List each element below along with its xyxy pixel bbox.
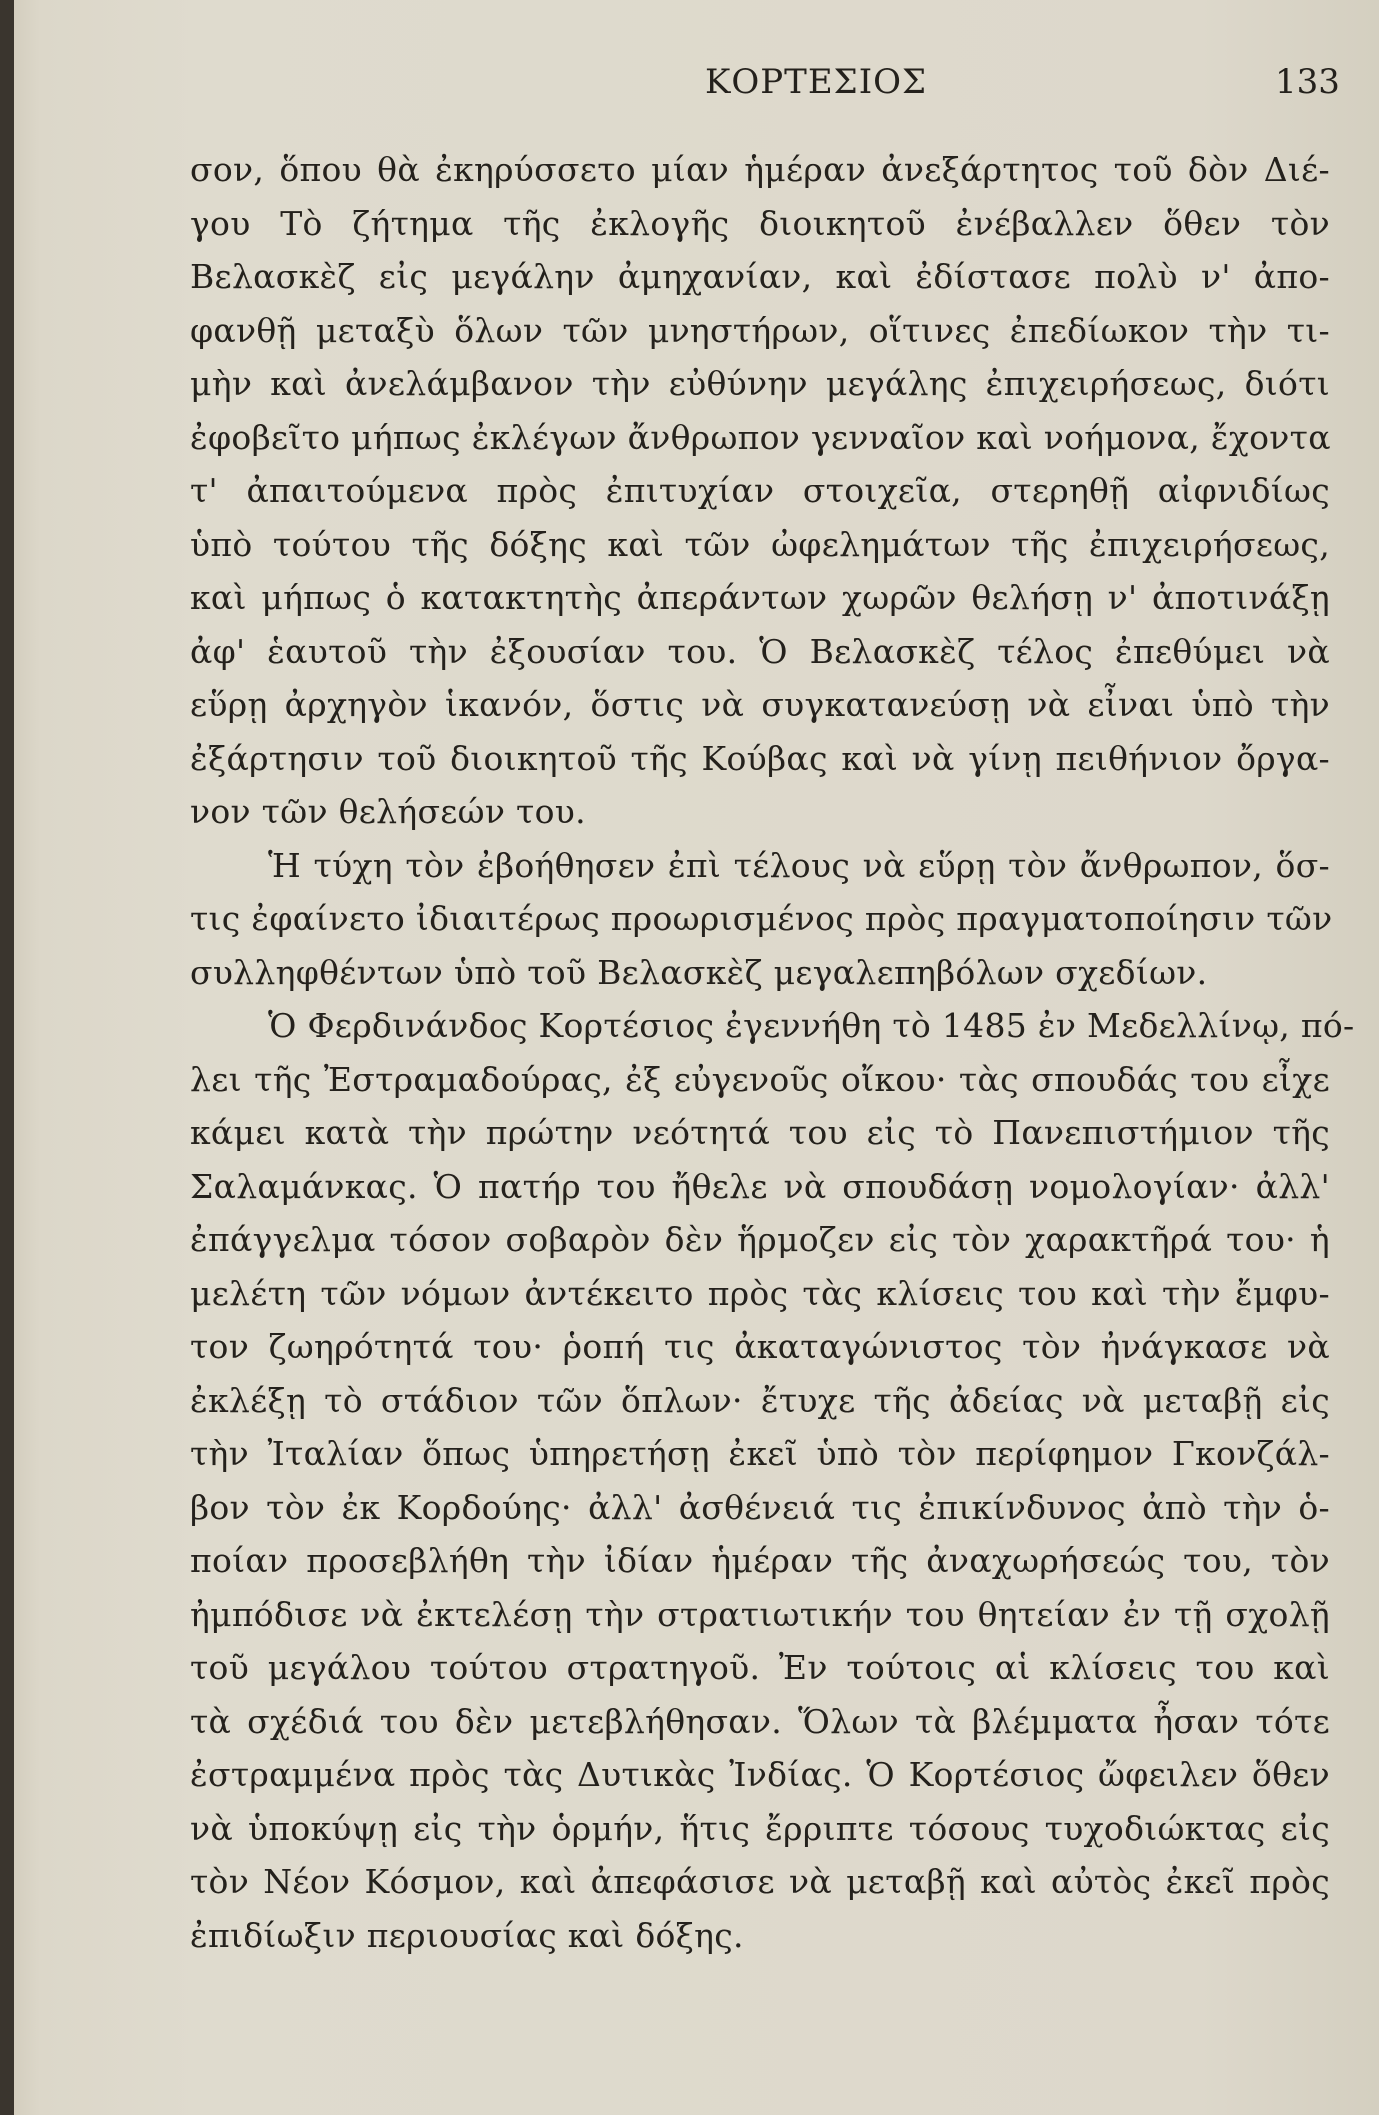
text-line: ὑπὸ τούτου τῆς δόξης καὶ τῶν ὠφελημάτων τῆς ἐπιχειρήσεως, (190, 524, 1330, 564)
text-line: ἐκλέξῃ τὸ στάδιον τῶν ὅπλων· ἔτυχε τῆς ἀδείας νὰ μεταβῇ εἰς (190, 1380, 1330, 1420)
text-line: μελέτη τῶν νόμων ἀντέκειτο πρὸς τὰς κλίσεις του καὶ τὴν ἔμφυ- (190, 1273, 1330, 1313)
text-line: τὰ σχέδιά του δὲν μετεβλήθησαν. Ὅλων τὰ βλέμματα ἦσαν τότε (190, 1701, 1330, 1741)
text-line: ἐπιδίωξιν περιουσίας καὶ δόξης. (190, 1915, 744, 1955)
text-line: εὕρῃ ἀρχηγὸν ἱκανόν, ὅστις νὰ συγκατανεύσῃ νὰ εἶναι ὑπὸ τὴν (190, 685, 1330, 724)
text-line: τον ζωηρότητά του· ῥοπή τις ἀκαταγώνιστος τὸν ἠνάγκασε νὰ (190, 1327, 1330, 1366)
text-line: ἀφ' ἑαυτοῦ τὴν ἐξουσίαν του. Ὁ Βελασκὲζ τέλος ἐπεθύμει νὰ (190, 631, 1330, 671)
paragraph-first-line: Ὁ Φερδινάνδος Κορτέσιος ἐγεννήθη τὸ 1485 ἐν Μεδελλίνῳ, πό- (268, 1006, 1355, 1045)
text-line: κάμει κατὰ τὴν πρώτην νεότητά του εἰς τὸ Πανεπιστήμιον τῆς (190, 1113, 1330, 1152)
text-line: τις ἐφαίνετο ἰδιαιτέρως προωρισμένος πρὸς πραγματοποίησιν τῶν (190, 899, 1333, 938)
running-head (0, 62, 1379, 112)
text-line: βον τὸν ἐκ Κορδούης· ἀλλ' ἀσθένειά τις ἐπικίνδυνος ἀπὸ τὴν ὁ- (190, 1487, 1330, 1527)
text-line: ἐπάγγελμα τόσον σοβαρὸν δὲν ἥρμοζεν εἰς τὸν χαρακτῆρά του· ἡ (190, 1220, 1330, 1259)
text-line: ἠμπόδισε νὰ ἐκτελέσῃ τὴν στρατιωτικήν του θητείαν ἐν τῇ σχολῇ (190, 1594, 1330, 1634)
text-line: γου Τὸ ζήτημα τῆς ἐκλογῆς διοικητοῦ ἐνέβαλλεν ὅθεν τὸν (190, 203, 1330, 243)
text-line: ἐφοβεῖτο μήπως ἐκλέγων ἄνθρωπον γενναῖον καὶ νοήμονα, ἔχοντα (190, 417, 1331, 457)
body-text (190, 143, 1355, 1962)
text-line: τὸν Νέον Κόσμον, καὶ ἀπεφάσισε νὰ μεταβῇ καὶ αὐτὸς ἐκεῖ πρὸς (190, 1862, 1330, 1901)
page-number: 133 (1275, 62, 1340, 102)
page-gutter-shadow (0, 0, 14, 2115)
text-line: σον, ὅπου θὰ ἐκηρύσσετο μίαν ἡμέραν ἀνεξάρτητος τοῦ δὸν Διέ- (190, 150, 1330, 189)
text-line: νον τῶν θελήσεών του. (190, 792, 586, 831)
text-line: Σαλαμάνκας. Ὁ πατήρ του ἤθελε νὰ σπουδάσῃ νομολογίαν· ἀλλ' (190, 1166, 1330, 1206)
text-line: λει τῆς Ἐστραμαδούρας, ἐξ εὐγενοῦς οἴκου· τὰς σπουδάς του εἶχε (190, 1059, 1330, 1099)
paragraph-first-line: Ἡ τύχη τὸν ἐβοήθησεν ἐπὶ τέλους νὰ εὕρῃ τὸν ἄνθρωπον, ὅσ- (268, 845, 1330, 885)
text-line: συλληφθέντων ὑπὸ τοῦ Βελασκὲζ μεγαλεπηβόλων σχεδίων. (190, 952, 1208, 992)
text-line: τὴν Ἰταλίαν ὅπως ὑπηρετήσῃ ἐκεῖ ὑπὸ τὸν περίφημον Γκονζάλ- (190, 1434, 1330, 1473)
text-line: τ' ἀπαιτούμενα πρὸς ἐπιτυχίαν στοιχεῖα, στερηθῇ αἰφνιδίως (190, 471, 1330, 510)
text-line: ἐξάρτησιν τοῦ διοικητοῦ τῆς Κούβας καὶ νὰ γίνῃ πειθήνιον ὄργα- (190, 738, 1330, 778)
text-line: Βελασκὲζ εἰς μεγάλην ἀμηχανίαν, καὶ ἐδίστασε πολὺ ν' ἀπο- (190, 257, 1330, 296)
text-line: τοῦ μεγάλου τούτου στρατηγοῦ. Ἐν τούτοις αἱ κλίσεις του καὶ (190, 1648, 1330, 1687)
text-line: φανθῇ μεταξὺ ὅλων τῶν μνηστήρων, οἵτινες ἐπεδίωκον τὴν τι- (190, 310, 1330, 350)
text-line: ποίαν προσεβλήθη τὴν ἰδίαν ἡμέραν τῆς ἀναχωρήσεώς του, τὸν (190, 1541, 1330, 1580)
running-head-title: ΚΟΡΤΕΣΙΟΣ (705, 62, 928, 102)
text-line: μὴν καὶ ἀνελάμβανον τὴν εὐθύνην μεγάλης ἐπιχειρήσεως, διότι (190, 364, 1330, 403)
text-line: ἐστραμμένα πρὸς τὰς Δυτικὰς Ἰνδίας. Ὁ Κορτέσιος ὤφειλεν ὅθεν (190, 1755, 1330, 1794)
text-line: καὶ μήπως ὁ κατακτητὴς ἀπεράντων χωρῶν θελήσῃ ν' ἀποτινάξῃ (190, 578, 1330, 617)
text-line: νὰ ὑποκύψῃ εἰς τὴν ὁρμήν, ἥτις ἔρριπτε τόσους τυχοδιώκτας εἰς (190, 1808, 1330, 1848)
